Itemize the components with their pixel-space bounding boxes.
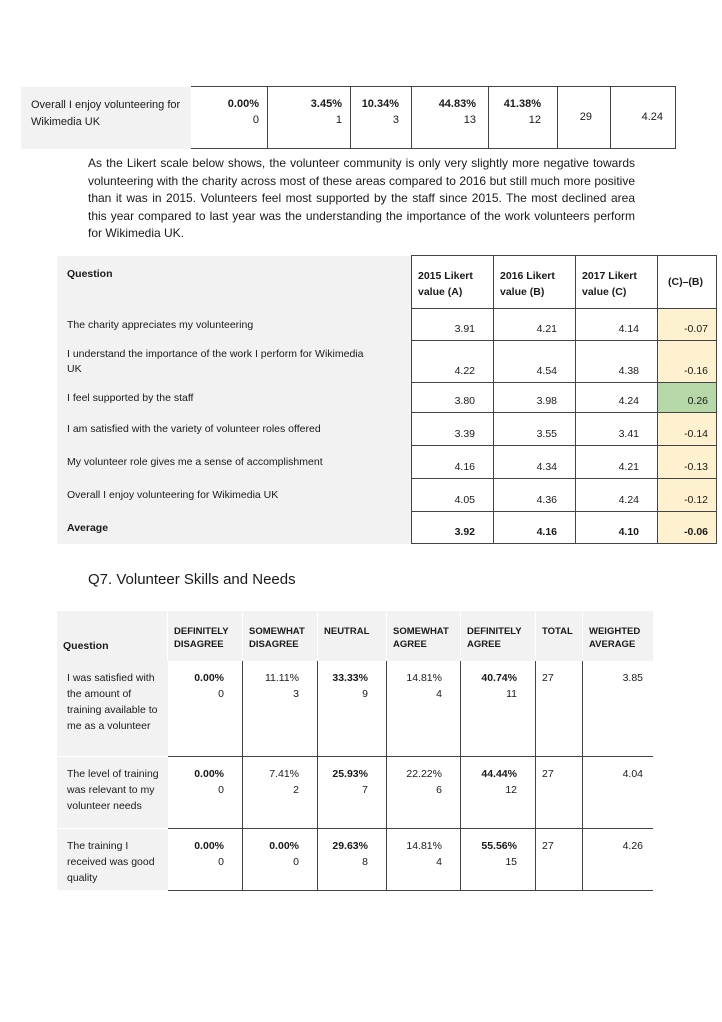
count-value: 4 (436, 688, 442, 700)
value-2017: 4.38 (576, 341, 658, 383)
response-cell (318, 661, 387, 756)
total-cell (558, 87, 611, 149)
diff-value: -0.14 (658, 413, 717, 446)
row-question: I am satisfied with the variety of volunteer roles offered (57, 413, 412, 446)
row-question: Overall I enjoy volunteering for Wikimedia UK (21, 87, 191, 149)
section-heading: Q7. Volunteer Skills and Needs (88, 571, 296, 588)
question-header: Question (57, 256, 412, 309)
somewhat-disagree-header: SOMEWHAT DISAGREE (243, 611, 318, 661)
value-2015: 4.05 (412, 479, 494, 512)
diff-value: -0.07 (658, 309, 717, 341)
table-row (57, 446, 717, 479)
table-row (57, 413, 717, 446)
row-question: Average (57, 512, 412, 544)
percent-value: 0.00% (194, 839, 224, 852)
count-value: 4 (436, 855, 442, 868)
value-2015: 3.91 (412, 309, 494, 341)
weighted-average-value: 4.04 (583, 756, 654, 828)
response-cell (168, 661, 243, 756)
value-2017: 4.21 (576, 446, 658, 479)
count-value: 1 (335, 114, 342, 126)
value-2015: 4.16 (412, 446, 494, 479)
value-2016: 4.36 (494, 479, 576, 512)
percent-value: 0.00% (194, 767, 224, 780)
count-value: 12 (528, 114, 541, 126)
percent-value: 44.83% (438, 98, 476, 110)
percent-value: 14.81% (406, 672, 442, 684)
diff-value: -0.06 (658, 512, 717, 544)
table-row (57, 479, 717, 512)
percent-value: 11.11% (264, 672, 299, 684)
response-cell (387, 661, 461, 756)
percent-value: 0.00% (269, 839, 299, 852)
row-question: I was satisfied with the amount of training available to me as a volunteer (57, 661, 168, 756)
row-question: I feel supported by the staff (57, 383, 412, 413)
likert-table (57, 255, 717, 544)
table-row (57, 309, 717, 341)
table-row (57, 756, 653, 828)
count-value: 9 (362, 688, 368, 700)
count-value: 0 (218, 783, 224, 796)
value-2017: 4.10 (576, 512, 658, 544)
row-question: Overall I enjoy volunteering for Wikimedia UK (57, 479, 412, 512)
neutral-header: NEUTRAL (318, 611, 387, 661)
value-2017: 3.41 (576, 413, 658, 446)
value-2016: 3.98 (494, 383, 576, 413)
response-cell (318, 756, 387, 828)
count-value: 3 (293, 688, 299, 700)
total-value: 27 (536, 756, 583, 828)
row-question: My volunteer role gives me a sense of accomplishment (57, 446, 412, 479)
value-2015: 3.39 (412, 413, 494, 446)
col-2017-header: 2017 Likert value (C) (576, 256, 658, 309)
definitely-disagree-header: DEFINITELY DISAGREE (168, 611, 243, 661)
somewhat-agree-header: SOMEWHAT AGREE (387, 611, 461, 661)
percent-value: 7.41% (269, 767, 299, 780)
response-cell (489, 87, 558, 149)
percent-value: 14.81% (406, 839, 442, 852)
percent-value: 0.00% (194, 672, 224, 684)
count-value: 0 (218, 688, 224, 700)
percent-value: 10.34% (361, 98, 399, 110)
average-row (57, 512, 717, 544)
percent-value: 22.22% (406, 767, 442, 780)
percent-value: 55.56% (481, 839, 517, 852)
count-value: 12 (505, 783, 517, 796)
count-value: 6 (436, 783, 442, 796)
response-cell (412, 87, 489, 149)
response-cell (351, 87, 412, 149)
percent-value: 41.38% (503, 98, 541, 110)
response-cell (243, 828, 318, 890)
value-2015: 3.92 (412, 512, 494, 544)
response-cell (243, 756, 318, 828)
count-value: 2 (293, 783, 299, 796)
value-2017: 4.24 (576, 479, 658, 512)
response-cell (268, 87, 351, 149)
value-2016: 4.34 (494, 446, 576, 479)
count-value: 0 (218, 855, 224, 868)
percent-value: 40.74% (481, 672, 517, 684)
count-value: 0 (293, 855, 299, 868)
response-cell (191, 87, 268, 149)
value-2016: 4.54 (494, 341, 576, 383)
diff-value: -0.12 (658, 479, 717, 512)
value-2015: 4.22 (412, 341, 494, 383)
diff-header: (C)–(B) (658, 256, 717, 309)
response-cell (461, 661, 536, 756)
row-question: I understand the importance of the work I perform for Wikimedia UK (57, 341, 412, 383)
enjoy-volunteering-table (21, 86, 676, 149)
value-2017: 4.24 (576, 383, 658, 413)
value-2016: 4.21 (494, 309, 576, 341)
diff-value: -0.13 (658, 446, 717, 479)
total-header: TOTAL (536, 611, 583, 661)
response-cell (387, 756, 461, 828)
count-value: 0 (252, 114, 259, 126)
count-value: 13 (463, 114, 476, 126)
diff-value: -0.16 (658, 341, 717, 383)
response-cell (168, 828, 243, 890)
question-header: Question (57, 611, 168, 661)
skills-needs-table (57, 611, 653, 891)
table-row (57, 828, 653, 890)
header-row (57, 256, 717, 309)
count-value: 7 (362, 783, 368, 796)
response-cell (387, 828, 461, 890)
response-cell (461, 828, 536, 890)
percent-value: 33.33% (332, 672, 368, 684)
percent-value: 29.63% (332, 839, 368, 852)
total-value: 27 (536, 828, 583, 890)
total-value: 29 (579, 111, 592, 123)
weighted-average-value: 3.85 (583, 661, 654, 756)
table-row (57, 341, 717, 383)
percent-value: 25.93% (332, 767, 368, 780)
table-row (57, 383, 717, 413)
weighted-average-header: WEIGHTED AVERAGE (583, 611, 654, 661)
response-cell (318, 828, 387, 890)
total-value: 27 (536, 661, 583, 756)
row-question: The training I received was good quality (57, 828, 168, 890)
table-row (57, 661, 653, 756)
value-2015: 3.80 (412, 383, 494, 413)
col-2016-header: 2016 Likert value (B) (494, 256, 576, 309)
table-row (21, 87, 676, 149)
row-question: The charity appreciates my volunteering (57, 309, 412, 341)
response-cell (243, 661, 318, 756)
count-value: 3 (392, 114, 399, 126)
value-2016: 4.16 (494, 512, 576, 544)
definitely-agree-header: DEFINITELY AGREE (461, 611, 536, 661)
weighted-average-value: 4.24 (641, 111, 663, 123)
percent-value: 0.00% (227, 98, 259, 110)
count-value: 15 (505, 855, 517, 868)
weighted-cell (611, 87, 676, 149)
percent-value: 3.45% (310, 98, 342, 110)
percent-value: 44.44% (481, 767, 517, 780)
count-value: 8 (362, 855, 368, 868)
diff-value: 0.26 (658, 383, 717, 413)
response-cell (461, 756, 536, 828)
value-2017: 4.14 (576, 309, 658, 341)
weighted-average-value: 4.26 (583, 828, 654, 890)
value-2016: 3.55 (494, 413, 576, 446)
header-row (57, 611, 653, 661)
col-2015-header: 2015 Likert value (A) (412, 256, 494, 309)
response-cell (168, 756, 243, 828)
summary-paragraph: As the Likert scale below shows, the volunteer community is only very slightly more negative towards volunteering with the charity across most of these areas compared to 2016 but still much more positive than it was in 2015. Volunteers feel most supported by the staff since 2015. The most declined area this year compared to last year was the understanding the importance of the work volunteers perform for Wikimedia UK. (88, 156, 635, 240)
count-value: 11 (506, 688, 517, 700)
row-question: The level of training was relevant to my volunteer needs (57, 756, 168, 828)
